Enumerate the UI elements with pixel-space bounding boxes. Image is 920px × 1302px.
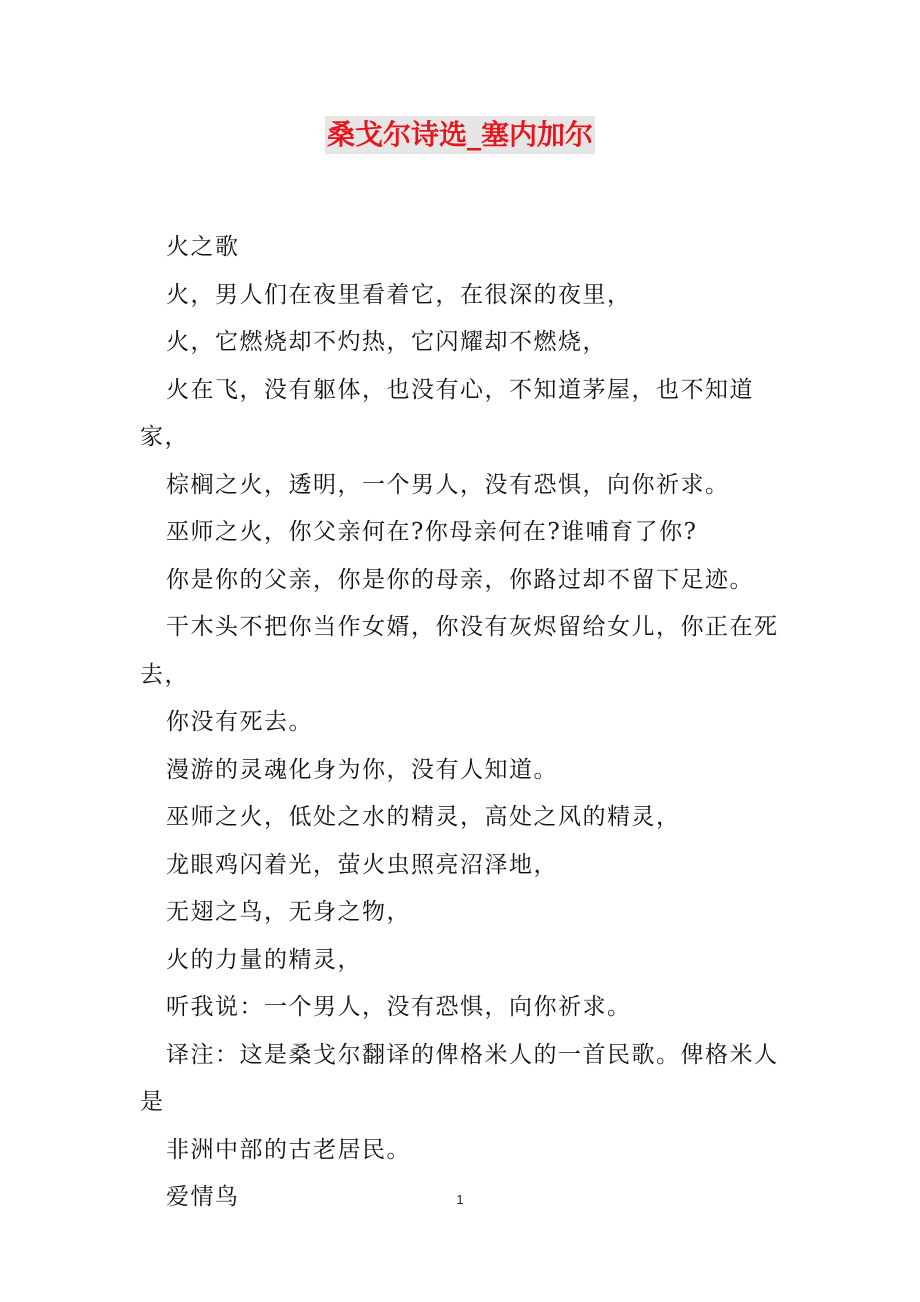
paragraph: 巫师之火，低处之水的精灵，高处之风的精灵， xyxy=(166,804,681,830)
paragraph: 龙眼鸡闪着光，萤火虫照亮沼泽地， xyxy=(166,851,558,878)
paragraph: 火的力量的精灵， xyxy=(166,946,362,973)
paragraph: 火之歌 xyxy=(166,234,240,260)
title-container xyxy=(0,116,920,154)
paragraph: 爱情鸟 xyxy=(166,1184,240,1210)
paragraph: 译注：这是桑戈尔翻译的俾格米人的一首民歌。俾格米人是 xyxy=(140,1041,779,1115)
paragraph: 火在飞，没有躯体，也没有心，不知道茅屋，也不知道家， xyxy=(140,376,754,450)
paragraph: 你是你的父亲，你是你的母亲，你路过却不留下足迹。 xyxy=(166,566,754,593)
paragraph: 听我说：一个男人，没有恐惧，向你祈求。 xyxy=(166,994,632,1020)
paragraph: 棕榈之火，透明，一个男人，没有恐惧，向你祈求。 xyxy=(166,471,730,498)
paragraph: 火，男人们在夜里看着它，在很深的夜里， xyxy=(166,281,632,308)
paragraph: 无翅之鸟，无身之物， xyxy=(166,899,411,925)
page-number: 1 xyxy=(456,1192,464,1207)
paragraph: 你没有死去。 xyxy=(166,709,313,735)
page-title: 桑戈尔诗选_塞内加尔 xyxy=(325,116,595,154)
paragraph: 巫师之火，你父亲何在?你母亲何在?谁哺育了你? xyxy=(166,519,698,545)
paragraph: 干木头不把你当作女婿，你没有灰烬留给女儿，你正在死去， xyxy=(140,614,779,688)
paragraph: 漫游的灵魂化身为你，没有人知道。 xyxy=(166,756,558,783)
poem-body xyxy=(140,224,785,1222)
paragraph: 非洲中部的古老居民。 xyxy=(166,1136,411,1163)
paragraph: 火，它燃烧却不灼热，它闪耀却不燃烧， xyxy=(166,329,607,355)
